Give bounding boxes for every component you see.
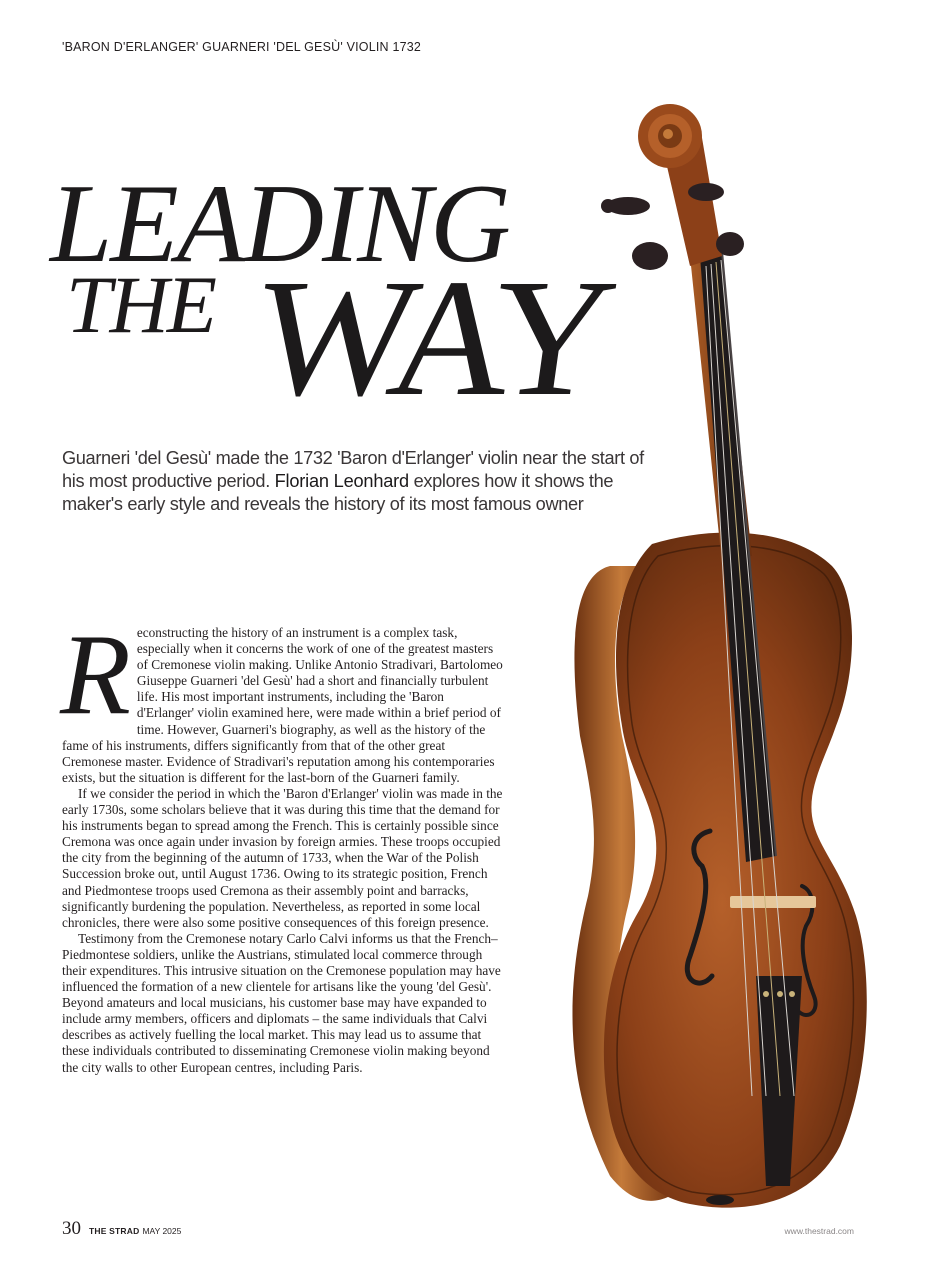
section-kicker: 'BARON D'ERLANGER' GUARNERI 'DEL GESÙ' VIOLIN 1732 bbox=[62, 40, 422, 54]
fine-tuner bbox=[763, 991, 769, 997]
issue-date: MAY 2025 bbox=[142, 1226, 182, 1236]
drop-cap: R bbox=[60, 611, 131, 739]
standfirst-intro: Guarneri 'del Gesù' made the 1732 'Baron d'Erlanger' violin near the start of his most productive period. bbox=[62, 448, 644, 491]
violin-endpin bbox=[706, 1195, 734, 1205]
paragraph-1-text: econstructing the history of an instrument is a complex task, especially when it concerns the work of one of the greatest masters of Cremonese violin making. Unlike Antonio Stradivari, Bartolomeo Giuseppe Guarneri 'del Gesù' had a short and financially turbulent life. His most important instruments, including the 'Baron d'Erlanger' violin examined here, were made within a brief period of time. However, Guarneri's biography, as well as the history of the fame of his instruments, differs significantly from that of the other great Cremonese master. Evidence of Stradivari's reputation among his contemporaries exists, but the situation is different for the last-born of the Guarneri family. bbox=[62, 625, 503, 785]
author-name: Florian Leonhard bbox=[274, 471, 409, 491]
fine-tuner bbox=[789, 991, 795, 997]
magazine-name: THE STRAD bbox=[89, 1226, 140, 1236]
headline-leading: LEADING bbox=[50, 162, 509, 286]
violin-scroll bbox=[638, 104, 702, 168]
standfirst-outro: explores how it shows the maker's early style and reveals the history of its most famous owner bbox=[62, 471, 614, 514]
headline-the: THE bbox=[66, 259, 215, 350]
article-paragraph-3: Testimony from the Cremonese notary Carlo Calvi informs us that the French–Piedmontese soldiers, unlike the Austrians, stimulated local commerce through their expenditures. This intrusive situation on the Cremonese population may have influenced the formation of a new clientele for artisans like the young 'del Gesù'. Beyond amateurs and local musicians, his customer base may have expanded to include army members, officers and diplomats – the same individuals that Calvi describes as actively fuelling the local market. This may lead us to assume that these individuals contributed to disseminating Cremonese violin making beyond the city walls to other European centres, including Paris. bbox=[62, 930, 501, 1075]
violin-photo bbox=[540, 96, 880, 1216]
fine-tuner bbox=[777, 991, 783, 997]
article-body bbox=[62, 575, 504, 1076]
page-number: 30 bbox=[62, 1218, 81, 1239]
violin-bridge bbox=[730, 896, 816, 908]
headline-way: WAY bbox=[244, 245, 621, 431]
page-footer bbox=[62, 1218, 181, 1240]
website-url: www.thestrad.com bbox=[784, 1226, 854, 1236]
article-paragraph-1 bbox=[60, 611, 504, 786]
article-paragraph-2: If we consider the period in which the 'Baron d'Erlanger' violin was made in the early 1730s, some scholars believe that it was during this time that the demand for his instruments began to spread among the French. This is certainly possible since Cremona was once again under invasion by foreign armies. These troops occupied the city from the beginning of the autumn of 1733, when the War of the Polish Succession broke out, until August 1736. Owing to its strategic position, French and Piedmontese troops used Cremona as their assembly point and barracks, significantly burdening the population. Nevertheless, as reported in some local chronicles, there were also some positive consequences of this foreign presence. bbox=[62, 785, 503, 930]
